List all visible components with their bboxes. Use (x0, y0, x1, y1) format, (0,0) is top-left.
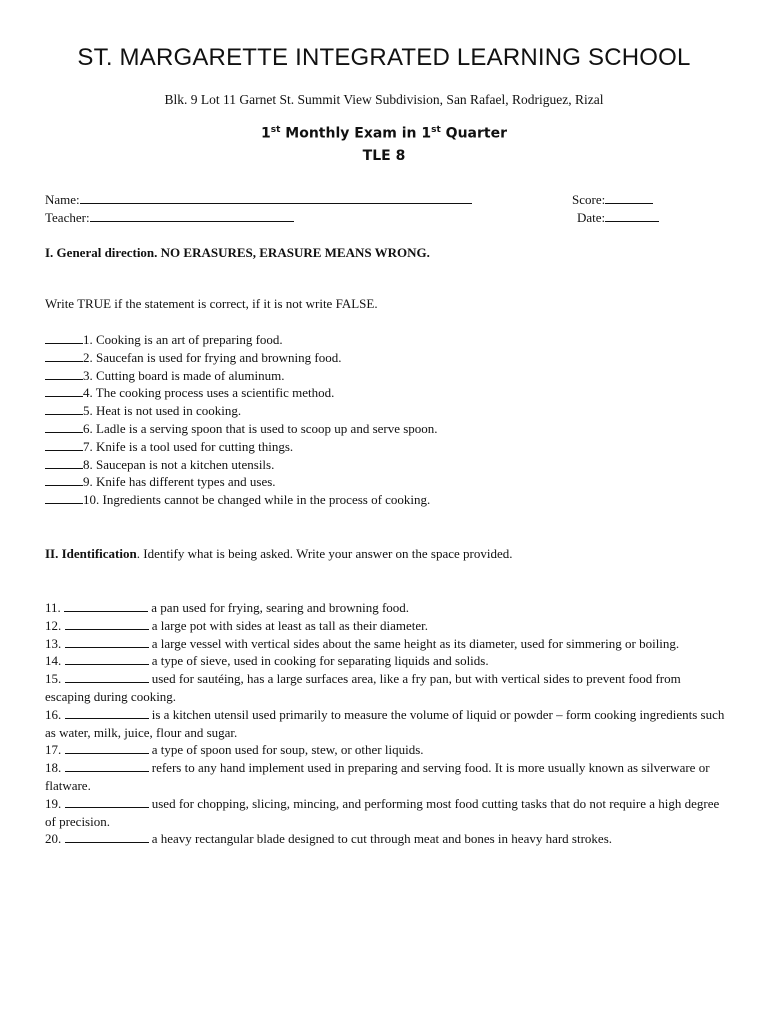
item-number: 11. (45, 600, 61, 615)
identification-list (45, 599, 725, 848)
identification-instruction: . Identify what is being asked. Write your answer on the space provided. (136, 546, 513, 561)
answer-blank[interactable] (45, 332, 83, 344)
list-item (45, 706, 725, 742)
list-item (45, 384, 725, 402)
list-item (45, 491, 725, 509)
answer-blank[interactable] (45, 368, 83, 380)
identification-heading (45, 546, 513, 562)
list-item (45, 456, 725, 474)
item-number: 16. (45, 706, 62, 722)
list-item (45, 438, 725, 456)
list-item (45, 830, 725, 848)
date-field[interactable] (577, 209, 659, 226)
list-item (45, 473, 725, 491)
part1-instruction: Write TRUE if the statement is correct, if it is not write FALSE. (45, 296, 378, 311)
item-text: 8. Saucepan is not a kitchen utensils. (83, 456, 275, 472)
list-item (45, 795, 725, 831)
item-number: 20. (45, 831, 62, 847)
teacher-label: Teacher: (45, 210, 90, 225)
score-blank[interactable] (605, 191, 653, 204)
answer-blank[interactable] (45, 421, 83, 433)
exam-title-sup-2: st (431, 125, 441, 135)
answer-blank[interactable] (45, 457, 83, 469)
item-text: 4. The cooking process uses a scientific method. (83, 385, 335, 401)
list-item (45, 331, 725, 349)
general-direction: I. General direction. NO ERASURES, ERASURE MEANS WRONG. (45, 245, 430, 260)
score-label: Score: (572, 192, 606, 207)
item-text: 10. Ingredients cannot be changed while in the process of cooking. (83, 492, 431, 508)
item-text: 5. Heat is not used in cooking. (83, 403, 242, 419)
teacher-blank[interactable] (90, 209, 294, 222)
answer-blank[interactable] (45, 403, 83, 415)
answer-blank[interactable] (65, 636, 149, 648)
list-item (45, 652, 725, 670)
item-text: a heavy rectangular blade designed to cut through meat and bones in heavy hard strokes. (148, 831, 613, 847)
item-number: 18. (45, 760, 62, 776)
school-address: Blk. 9 Lot 11 Garnet St. Summit View Subdivision, San Rafael, Rodriguez, Rizal (164, 92, 604, 107)
answer-blank[interactable] (65, 742, 149, 754)
exam-title (0, 125, 768, 142)
item-text: is a kitchen utensil used primarily to measure the volume of liquid or powder – form cooking ingredients such as water, milk, juice, flour and sugar. (45, 706, 725, 740)
item-number: 14. (45, 653, 62, 669)
exam-title-suffix: Quarter (440, 125, 507, 142)
item-text: a pan used for frying, searing and browning food. (148, 600, 410, 615)
list-item (45, 349, 725, 367)
answer-blank[interactable] (45, 492, 83, 504)
answer-blank[interactable] (65, 653, 149, 665)
list-item (45, 367, 725, 385)
subject-title: TLE 8 (362, 148, 406, 164)
list-item (45, 741, 725, 759)
list-item (45, 402, 725, 420)
item-text: used for chopping, slicing, mincing, and performing most food cutting tasks that do not require a high degree of precision. (45, 795, 720, 829)
answer-blank[interactable] (65, 707, 149, 719)
answer-blank[interactable] (65, 831, 149, 843)
list-item (45, 759, 725, 795)
item-text: used for sautéing, has a large surfaces area, like a fry pan, but with vertical sides to prevent food from escaping during cooking. (45, 671, 681, 704)
name-label: Name: (45, 192, 80, 207)
item-text: 2. Saucefan is used for frying and browning food. (83, 349, 342, 365)
item-number: 15. (45, 671, 62, 687)
school-name: ST. MARGARETTE INTEGRATED LEARNING SCHOOL (77, 44, 691, 71)
answer-blank[interactable] (65, 760, 149, 772)
answer-blank[interactable] (45, 385, 83, 397)
date-label: Date: (577, 210, 606, 225)
item-number: 17. (45, 742, 62, 758)
item-text: 1. Cooking is an art of preparing food. (83, 332, 283, 347)
item-text: 7. Knife is a tool used for cutting things. (83, 438, 294, 454)
item-text: a type of sieve, used in cooking for separating liquids and solids. (148, 653, 489, 669)
answer-blank[interactable] (45, 439, 83, 451)
list-item (45, 617, 725, 635)
identification-title: II. Identification (45, 546, 137, 561)
list-item (45, 635, 725, 653)
name-field[interactable] (45, 191, 472, 208)
exam-title-sup-1: st (270, 125, 281, 135)
item-number: 19. (45, 795, 62, 811)
item-text: a large vessel with vertical sides about the same height as its diameter, used for simmering or boiling. (148, 635, 680, 651)
item-text: 3. Cutting board is made of aluminum. (83, 367, 285, 383)
item-number: 12. (45, 617, 62, 633)
item-number: 13. (45, 635, 62, 651)
teacher-field[interactable] (45, 209, 294, 226)
item-text: 9. Knife has different types and uses. (83, 474, 276, 490)
answer-blank[interactable] (45, 350, 83, 362)
item-text: 6. Ladle is a serving spoon that is used to scoop up and serve spoon. (83, 420, 438, 436)
item-text: a large pot with sides at least as tall as their diameter. (148, 617, 429, 633)
score-field[interactable] (572, 191, 653, 208)
answer-blank[interactable] (65, 671, 149, 683)
exam-title-prefix: 1 (260, 125, 271, 142)
list-item (45, 599, 725, 617)
item-text: a type of spoon used for soup, stew, or other liquids. (148, 742, 424, 758)
exam-title-middle: Monthly Exam in 1 (280, 125, 432, 142)
list-item (45, 420, 725, 438)
answer-blank[interactable] (65, 618, 149, 630)
list-item (45, 670, 725, 706)
true-false-list (45, 331, 725, 509)
answer-blank[interactable] (65, 796, 149, 808)
answer-blank[interactable] (64, 600, 148, 612)
name-blank[interactable] (80, 191, 472, 204)
answer-blank[interactable] (45, 474, 83, 486)
item-text: refers to any hand implement used in preparing and serving food. It is more usually known as silverware or flatware. (45, 760, 710, 793)
date-blank[interactable] (605, 209, 659, 222)
